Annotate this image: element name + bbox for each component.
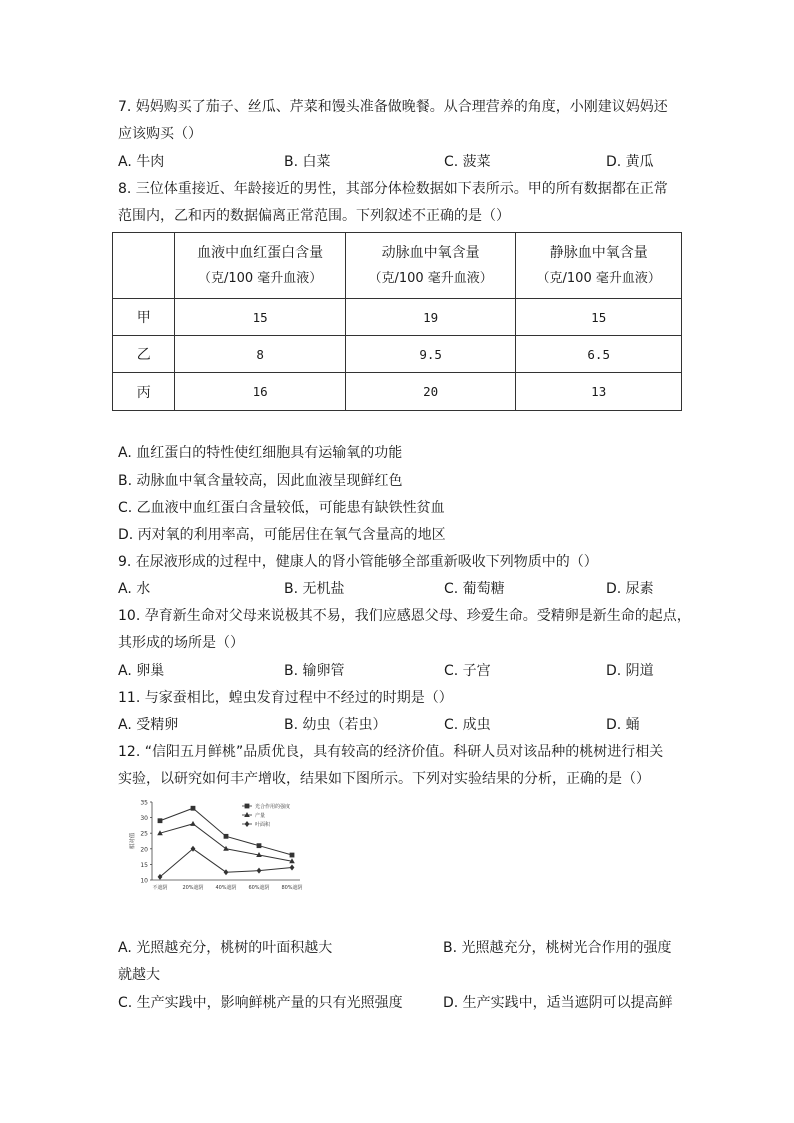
- row-label: 甲: [113, 299, 175, 336]
- data-point: [224, 834, 229, 839]
- q10-options: [118, 660, 678, 680]
- q9-options: [118, 578, 678, 598]
- q8-option-b[interactable]: B. 动脉血中氧含量较高，因此血液呈现鲜红色: [118, 473, 403, 489]
- q9-option-c[interactable]: C. 葡萄糖: [444, 581, 505, 597]
- q7-options: [118, 151, 678, 171]
- q12-option-c[interactable]: C. 生产实践中，影响鲜桃产量的只有光照强度: [118, 995, 403, 1011]
- y-tick-label: 10: [140, 877, 148, 885]
- q7-option-c[interactable]: C. 菠菜: [444, 154, 491, 170]
- series-line-1: [160, 824, 292, 861]
- row-label: 丙: [113, 373, 175, 411]
- q7-option-b[interactable]: B. 白菜: [284, 154, 331, 170]
- y-tick-label: 35: [140, 799, 148, 807]
- table-corner-cell: [113, 233, 175, 299]
- q10-option-b[interactable]: B. 输卵管: [284, 663, 345, 679]
- data-point: [290, 853, 295, 858]
- table-cell: 6.5: [516, 336, 682, 373]
- q11-option-d[interactable]: D. 蛹: [606, 717, 640, 733]
- q12-option-d[interactable]: D. 生产实践中，适当遮阴可以提高鲜: [443, 995, 673, 1011]
- table-cell: 20: [345, 373, 516, 411]
- q8-stem-line2: 范围内，乙和丙的数据偏离正常范围。下列叙述不正确的是（）: [118, 208, 510, 224]
- q11-options: [118, 714, 678, 734]
- data-point: [158, 818, 163, 823]
- table-cell: 13: [516, 373, 682, 411]
- x-tick-label: 不遮阴: [152, 885, 168, 891]
- y-tick-label: 15: [140, 861, 148, 869]
- table-cell: 15: [516, 299, 682, 336]
- q8-option-a[interactable]: A. 血红蛋白的特性使红细胞具有运输氧的功能: [118, 445, 403, 461]
- row-label: 乙: [113, 336, 175, 373]
- q12-option-b-continued: 就越大: [118, 967, 160, 983]
- table-header-hemoglobin: 血液中血红蛋白含量 （克/100 毫升血液）: [175, 233, 346, 299]
- q8-stem-line1: 8. 三位体重接近、年龄接近的男性，其部分体检数据如下表所示。甲的所有数据都在正常: [118, 181, 668, 197]
- y-tick-label: 25: [140, 830, 148, 838]
- q7-option-d[interactable]: D. 黄瓜: [606, 154, 654, 170]
- q12-stem-line1: 12. “信阳五月鲜桃”品质优良，具有较高的经济价值。科研人员对该品种的桃树进行相关: [118, 744, 664, 760]
- data-point: [257, 843, 262, 848]
- q11-stem: 11. 与家蚕相比，蝗虫发育过程中不经过的时期是（）: [118, 690, 453, 706]
- q12-chart: [118, 796, 308, 900]
- q9-option-d[interactable]: D. 尿素: [606, 581, 654, 597]
- x-tick-label: 60%遮阴: [248, 885, 270, 891]
- q8-data-table: [112, 232, 682, 411]
- legend-marker: [245, 804, 250, 809]
- q10-stem-line1: 10. 孕育新生命对父母来说极其不易，我们应感恩父母、珍爱生命。受精卵是新生命的起点，: [118, 608, 691, 624]
- data-point: [224, 869, 229, 875]
- table-row: [113, 336, 682, 373]
- table-row: [113, 373, 682, 411]
- q12-option-a[interactable]: A. 光照越充分，桃树的叶面积越大: [118, 940, 333, 956]
- data-point: [257, 868, 262, 874]
- legend-label: 叶面积: [255, 822, 271, 828]
- table-header-venous-oxygen: 静脉血中氧含量 （克/100 毫升血液）: [516, 233, 682, 299]
- q11-option-b[interactable]: B. 幼虫（若虫）: [284, 717, 387, 733]
- x-tick-label: 80%遮阴: [281, 885, 303, 891]
- q11-option-c[interactable]: C. 成虫: [444, 717, 491, 733]
- data-point: [223, 846, 229, 851]
- y-axis-label: 相对值: [130, 832, 136, 850]
- legend-label: 产量: [255, 813, 266, 819]
- table-header-arterial-oxygen: 动脉血中氧含量 （克/100 毫升血液）: [345, 233, 516, 299]
- q11-option-a[interactable]: A. 受精卵: [118, 717, 179, 733]
- y-tick-label: 30: [140, 815, 148, 823]
- q12-stem-line2: 实验，以研究如何丰产增收，结果如下图所示。下列对实验结果的分析，正确的是（）: [118, 771, 650, 787]
- data-point: [191, 806, 196, 811]
- legend-marker: [244, 812, 250, 817]
- q8-option-c[interactable]: C. 乙血液中血红蛋白含量较低，可能患有缺铁性贫血: [118, 500, 445, 516]
- q9-option-b[interactable]: B. 无机盐: [284, 581, 345, 597]
- table-cell: 19: [345, 299, 516, 336]
- q9-option-a[interactable]: A. 水: [118, 581, 151, 597]
- x-tick-label: 40%遮阴: [215, 885, 237, 891]
- data-point: [191, 846, 196, 852]
- data-point: [190, 821, 196, 826]
- q7-stem-line1: 7. 妈妈购买了茄子、丝瓜、芹菜和馒头准备做晚餐。从合理营养的角度，小刚建议妈妈还: [118, 99, 668, 115]
- q7-stem-line2: 应该购买（）: [118, 126, 202, 142]
- q10-stem-line2: 其形成的场所是（）: [118, 635, 244, 651]
- q10-option-c[interactable]: C. 子宫: [444, 663, 491, 679]
- table-cell: 8: [175, 336, 346, 373]
- x-tick-label: 20%遮阴: [182, 885, 204, 891]
- q9-stem: 9. 在尿液形成的过程中，健康人的肾小管能够全部重新吸收下列物质中的（）: [118, 554, 598, 570]
- y-tick-label: 20: [140, 846, 148, 854]
- q7-option-a[interactable]: A. 牛肉: [118, 154, 165, 170]
- table-row: [113, 299, 682, 336]
- q10-option-d[interactable]: D. 阴道: [606, 663, 654, 679]
- table-cell: 9.5: [345, 336, 516, 373]
- q8-option-d[interactable]: D. 丙对氧的利用率高，可能居住在氧气含量高的地区: [118, 527, 446, 543]
- table-cell: 15: [175, 299, 346, 336]
- legend-marker: [245, 821, 250, 827]
- table-cell: 16: [175, 373, 346, 411]
- legend-label: 光合作用的强度: [255, 804, 291, 810]
- q12-option-b[interactable]: B. 光照越充分，桃树光合作用的强度: [443, 940, 672, 956]
- data-point: [290, 865, 295, 871]
- q10-option-a[interactable]: A. 卵巢: [118, 663, 165, 679]
- data-point: [158, 874, 163, 880]
